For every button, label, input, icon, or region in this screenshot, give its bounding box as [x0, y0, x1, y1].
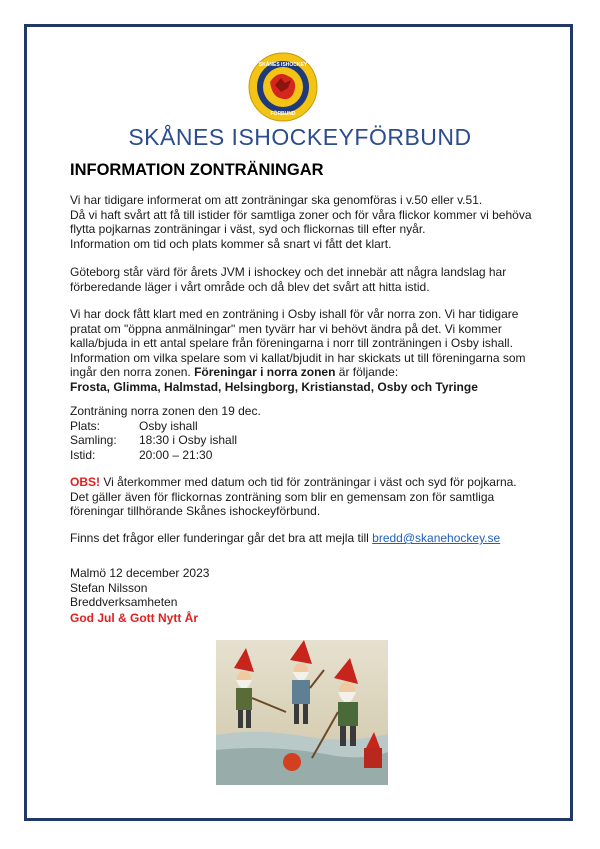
club-list: Frosta, Glimma, Halmstad, Helsingborg, Kristianstad, Osby och Tyringe	[70, 379, 478, 394]
text-line	[70, 475, 540, 490]
text-line: Det gäller även för flickornas zonträning som blir en gemensam zon för samtliga	[70, 489, 495, 504]
text-line	[70, 365, 540, 380]
schedule-label: Plats:	[70, 418, 101, 433]
organization-name: SKÅNES ISHOCKEYFÖRBUND	[128, 124, 472, 150]
signature-block	[70, 566, 540, 610]
schedule-label: Samling:	[70, 433, 117, 448]
paragraph-obs	[70, 475, 540, 519]
text-line: kalla/bjuda in ett antal spelare från föreningarna i norr till zonträningen i Osby ishall.	[70, 336, 513, 351]
text-line: förberedande läger i vårt område och då blev det svårt att hitta istid.	[70, 279, 430, 294]
text-span: är följande:	[335, 365, 399, 380]
schedule-value: Osby ishall	[139, 418, 198, 433]
schedule-value: 18:30 i Osby ishall	[139, 433, 238, 448]
text-line: pratat om "öppna anmälningar" men tyvärr har vi behövt ändra på det. Vi kommer	[70, 321, 502, 336]
text-line: Information om tid och plats kommer så snart vi fått det klart.	[70, 236, 392, 251]
signature-name: Stefan Nilsson	[70, 580, 148, 595]
paragraph-jvm	[70, 265, 540, 294]
schedule-label: Istid:	[70, 447, 96, 462]
email-link[interactable]: bredd@skanehockey.se	[372, 531, 501, 545]
north-zone-heading: Föreningar i norra zonen	[194, 365, 336, 380]
paragraph-contact	[70, 531, 540, 546]
paragraph-intro	[70, 193, 540, 251]
page-title: INFORMATION ZONTRÄNINGAR	[70, 161, 324, 179]
schedule-row-gathering	[70, 433, 540, 448]
text-line: Då vi haft svårt att få till istider för samtliga zoner och för våra flickor kommer vi behöva	[70, 207, 532, 222]
paragraph-north-zone	[70, 307, 540, 395]
schedule-row-place	[70, 419, 540, 434]
signature-department: Breddverksamheten	[70, 595, 178, 610]
text-line: flytta pojkarnas zonträningar i väst, syd och flickornas till efter nyår.	[70, 222, 426, 237]
holiday-greeting: God Jul & Gott Nytt År	[70, 611, 198, 625]
text-line: Information om vilka spelare som vi kallat/bjudit in har skickats ut till föreningarna som	[70, 350, 526, 365]
text-span: Vi återkommer med datum och tid för zonträningar i väst och syd för pojkarna.	[100, 475, 517, 489]
schedule-block	[70, 404, 540, 462]
gnomes-hockey-illustration	[216, 640, 388, 785]
text-span: ingår den norra zonen.	[70, 365, 195, 380]
text-line	[70, 531, 540, 546]
text-line: Göteborg står värd för årets JVM i ishockey och det innebär att några landslag har	[70, 265, 507, 279]
svg-text:SKÅNES ISHOCKEY: SKÅNES ISHOCKEY	[258, 62, 308, 68]
schedule-value: 20:00 – 21:30	[139, 447, 213, 462]
text-line: Vi har tidigare informerat om att zonträningar ska genomföras i v.50 eller v.51.	[70, 193, 483, 207]
obs-label: OBS!	[70, 475, 100, 489]
text-line: Vi har dock fått klart med en zonträning i Osby ishall för vår norra zon. Vi har tidigare	[70, 307, 519, 321]
svg-text:FÖRBUND: FÖRBUND	[270, 111, 296, 117]
schedule-row-icetime	[70, 448, 540, 463]
federation-logo-icon	[248, 52, 318, 122]
signature-date: Malmö 12 december 2023	[70, 566, 210, 580]
text-span: Finns det frågor eller funderingar går det bra att mejla till	[70, 531, 373, 545]
text-line: föreningar tillhörande Skånes ishockeyförbund.	[70, 504, 321, 519]
schedule-heading: Zonträning norra zonen den 19 dec.	[70, 404, 261, 418]
